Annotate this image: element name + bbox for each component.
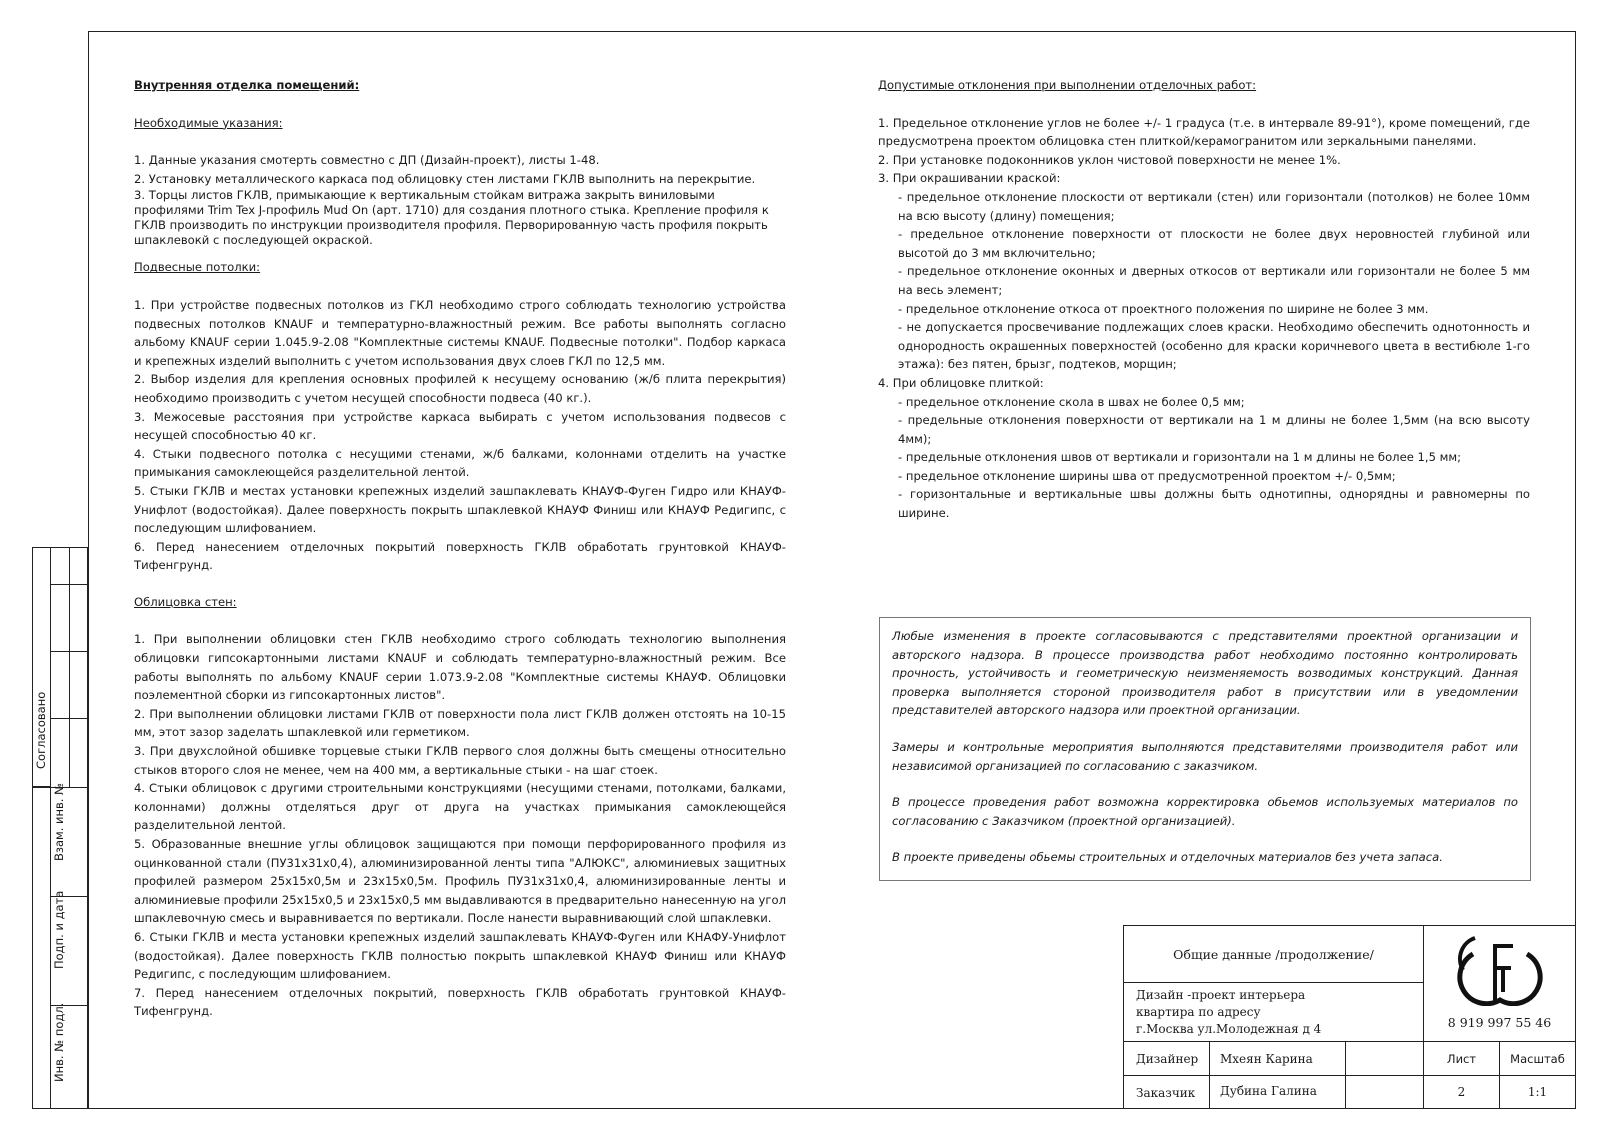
left-column <box>134 76 786 1021</box>
sheet-label: Лист <box>1446 1052 1477 1066</box>
right-column <box>878 76 1530 523</box>
designer-label: Дизайнер <box>1136 1052 1199 1066</box>
sheet-title-cell <box>1123 925 1424 983</box>
strip-cell <box>32 787 51 1109</box>
sheet-label-cell <box>1423 1041 1500 1076</box>
list-item: 2. При установке подоконников уклон чистовой поверхности не менее 1%. <box>878 152 1341 167</box>
list-item: 2. Установку металлического каркаса под облицовку стен листами ГКЛВ выполнить на перекрытие. <box>134 171 756 186</box>
sub-item: - предельное отклонение откоса от проектного положения по ширине не более 3 мм. <box>898 301 1429 316</box>
designer-name-cell <box>1209 1041 1346 1076</box>
project-line: квартира по адресу <box>1136 1005 1261 1019</box>
designer-sign-cell <box>1345 1041 1424 1076</box>
list-item: 5. Образованные внешние углы облицовок защищаются при помощи перфорированного профиля из оцинкованной стали (ПУ31x31x0,4), алюминизированной ленты типа "АЛЮКС", алюминиевых защитных профилей размером 25x15x0,5м и 23x15x0,5м. Профиль ПУ31x31x0,4, алюминизированные ленты и алюминиевые профили 25x15x0,5 и 23x15x0,5 мм выдавливаются в предварительно нанесенную на угол шпаклевочную смесь и выравнивается по вертикали. После нанести выравнивающий слой шпаклевки. <box>134 837 786 926</box>
client-label-cell <box>1123 1075 1210 1109</box>
sheet-title: Общие данные /продолжение/ <box>1173 947 1374 962</box>
list-item: 2. При выполнении облицовки листами ГКЛВ от поверхности пола лист ГКЛВ должен отстоять на 10-15 мм, этот зазор заделать шпаклевкой или герметиком. <box>134 706 786 740</box>
list-item: 4. Стыки облицовок с другими строительными конструкциями (несущими стенами, потолками, балками, колоннами) должны отделяться друг от друга на участках примыкания самоклеющейся разделительной лентой. <box>134 781 786 833</box>
section-heading-ceilings: Подвесные потолки: <box>134 260 261 275</box>
designer-label-cell <box>1123 1041 1210 1076</box>
strip-cell <box>50 547 70 585</box>
designer-name: Мхеян Карина <box>1220 1052 1313 1066</box>
project-cell <box>1123 982 1424 1042</box>
note-paragraph: В процессе проведения работ возможна корректировка обьемов используемых материалов по согласованию с Заказчиком (проектной организацией). <box>892 795 1518 828</box>
phone-number: 8 919 997 55 46 <box>1447 1015 1552 1030</box>
list-item: 6. Стыки ГКЛВ и места установки крепежных изделий зашпаклевать КНАУФ-Фуген или КНАФУ-Унифлот (водостойкая). Далее поверхность ГКЛВ полностью покрыть шпаклевкой КНАУФ Финиш или КНАУФ Редигипс, с последующим шлифованием. <box>134 929 786 982</box>
logo-cell <box>1423 925 1576 1042</box>
sub-item: - предельное отклонение плоскости от вертикали (стен) или горизонтали (потолков) не более 10мм на всю высоту (длину) помещения; <box>898 189 1530 223</box>
list-item: 5. Стыки ГКЛВ и местах установки крепежных изделий зашпаклевать КНАУФ-Фуген Гидро или КНАУФ-Унифлот (водостойкая). Далее поверхность покрыть шпаклевкой КНАУФ Финиш или КНАУФ Редигипс, с последующим шлифованием. <box>134 483 786 536</box>
note-paragraph: В проекте приведены обьемы строительных и отделочных материалов без учета запаса. <box>892 850 1443 865</box>
sub-item: - предельные отклонения швов от вертикали и горизонтали на 1 м длины не более 1,5 мм; <box>898 450 1462 465</box>
list-item: 3. При окрашивании краской: <box>878 171 1061 186</box>
sign-date-label: Подп. и дата <box>52 890 66 969</box>
client-name-cell <box>1209 1075 1346 1109</box>
sub-item: - предельное отклонение поверхности от плоскости не более двух неровностей глубиной или высотой до 3 мм включительно; <box>898 227 1530 260</box>
list-item: 1. При выполнении облицовки стен ГКЛВ необходимо строго соблюдать технологию выполнения облицовки гипсокартонными листами KNAUF и соблюдать температурно-влажностный режим. Все работы выполнять по альбому KNAUF серии 1.073.9-2.08 "Комплектные системы КНАУФ. Облицовки поэлементной сборки из гипсокартонных листов". <box>134 632 786 703</box>
strip-cell <box>50 718 70 788</box>
strip-cell <box>69 584 88 652</box>
scale-value-cell <box>1499 1075 1576 1109</box>
strip-cell <box>69 718 88 788</box>
list-item: 7. Перед нанесением отделочных покрытий, поверхность ГКЛВ обработать грунтовкой КНАУФ-Тифенгрунд. <box>134 985 786 1019</box>
list-item: 1. При устройстве подвесных потолков из ГКЛ необходимо строго соблюдать технологию устройства подвесных потолков KNAUF и температурно-влажностный режим. Все работы выполнять согласно альбому KNAUF серии 1.045.9-2.08 "Комплектные системы KNAUF. Подвесные потолки". Подбор каркаса и крепежных изделий выполнить с учетом использования двух слоев ГКЛ по 12,5 мм. <box>134 297 786 368</box>
section-heading-instructions: Необходимые указания: <box>134 115 283 130</box>
client-name: Дубина Галина <box>1220 1084 1317 1098</box>
list-item: 3. При двухслойной обшивке торцевые стыки ГКЛВ первого слоя должны быть смещены относительно стыков второго слоя не менее, чем на 400 мм, а вертикальные стыки - на шаг стоек. <box>134 744 786 777</box>
title-block <box>1123 925 1576 1109</box>
replace-inv-label: Взам. инв. № <box>52 782 66 861</box>
sub-item: - горизонтальные и вертикальные швы должны быть однотипны, однорядны и равномерны по ширине. <box>898 487 1530 521</box>
list-item: 4. При облицовке плиткой: <box>878 375 1044 390</box>
list-item: 1. Данные указания смотерть совместно с ДП (Дизайн-проект), листы 1-48. <box>134 153 600 168</box>
monogram-logo-icon <box>1455 934 1545 1006</box>
sub-item: - не допускается просвечивание подлежащих слоев краски. Необходимо обеспечить однотонность и однородность окрашенных поверхностей (особенно для краски коричневого цвета в вестибюле 1-го этажа): без пятен, брызг, подтеков, морщин; <box>898 320 1530 372</box>
note-paragraph: Замеры и контрольные мероприятия выполняются представителями производителя работ или независимой организацией по согласованию с заказчиком. <box>892 739 1518 773</box>
sheet-value: 2 <box>1457 1085 1466 1099</box>
sub-item: - предельные отклонения поверхности от вертикали на 1 м длины не более 1,5мм (на всю высоту 4мм); <box>898 413 1530 446</box>
project-line: Дизайн -проект интерьера <box>1136 988 1306 1002</box>
approval-strip <box>32 547 88 1109</box>
project-line: г.Москва ул.Молодежная д 4 <box>1136 1022 1322 1036</box>
strip-cell <box>69 547 88 585</box>
section-heading-tolerances: Допустимые отклонения при выполнении отделочных работ: <box>878 78 1257 92</box>
sub-item: - предельное отклонение скола в швах не более 0,5 мм; <box>898 394 1245 409</box>
scale-label-cell <box>1499 1041 1576 1076</box>
client-sign-cell <box>1345 1075 1424 1109</box>
agreed-label: Согласовано <box>34 691 48 769</box>
notes-box <box>879 617 1531 881</box>
client-label: Заказчик <box>1136 1086 1196 1100</box>
list-item: 3. Межосевые расстояния при устройстве каркаса выбирать с учетом использования подвесов с несущей способностью 40 кг. <box>134 409 786 443</box>
scale-label: Масштаб <box>1510 1052 1565 1066</box>
list-item: 3. Торцы листов ГКЛВ, примыкающие к вертикальным стойкам витража закрыть виниловыми профилями Trim Tex J-профиль Mud On (арт. 1710) для создания плотного стыка. Крепление профиля к ГКЛВ производить по инструкции производителя профиля. Перворированную часть профиля покрыть шпаклевокй с последующей окраской. <box>134 188 769 248</box>
inv-original-label: Инв. № подл. <box>52 1002 66 1082</box>
list-item: 6. Перед нанесением отделочных покрытий поверхность ГКЛВ обработать грунтовкой КНАУФ-Тифенгрунд. <box>134 539 786 573</box>
list-item: 2. Выбор изделия для крепления основных профилей к несущему основанию (ж/б плита перекрытия) необходимо производить с учетом несущей способности подвеса (40 кг.). <box>134 372 786 405</box>
list-item: 4. Стыки подвесного потолка с несущими стенами, ж/б балками, колоннами отделить на участке примыкания самоклеющейся разделительной лентой. <box>134 446 786 480</box>
note-paragraph: Любые изменения в проекте согласовываются с представителями проектной организации и авторского надзора. В процессе производства работ необходимо постоянно контролировать прочность, устойчивость и геометрическую неизменяемость возводимых конструкций. Данная проверка выполняется стороной производителя работ в присутствии или в уведомлении представителей авторского надзора или проектной организации. <box>892 629 1518 718</box>
strip-cell <box>50 584 70 652</box>
section-heading-walls: Облицовка стен: <box>134 594 237 609</box>
strip-cell <box>69 651 88 719</box>
sheet-value-cell <box>1423 1075 1500 1109</box>
strip-cell <box>50 651 70 719</box>
scale-value: 1:1 <box>1527 1085 1548 1099</box>
sub-item: - предельное отклонение ширины шва от предусмотренной проектом +/- 0,5мм; <box>898 468 1396 483</box>
list-item: 1. Предельное отклонение углов не более +/- 1 градуса (т.е. в интервале 89-91°), кроме помещений, где предусмотрена проектом облицовка стен плиткой/керамогранитом или зеркальными панелями. <box>878 115 1530 149</box>
sub-item: - предельное отклонение оконных и дверных откосов от вертикали или горизонтали не более 5 мм на весь элемент; <box>898 264 1530 297</box>
main-title: Внутренняя отделка помещений: <box>134 78 360 92</box>
